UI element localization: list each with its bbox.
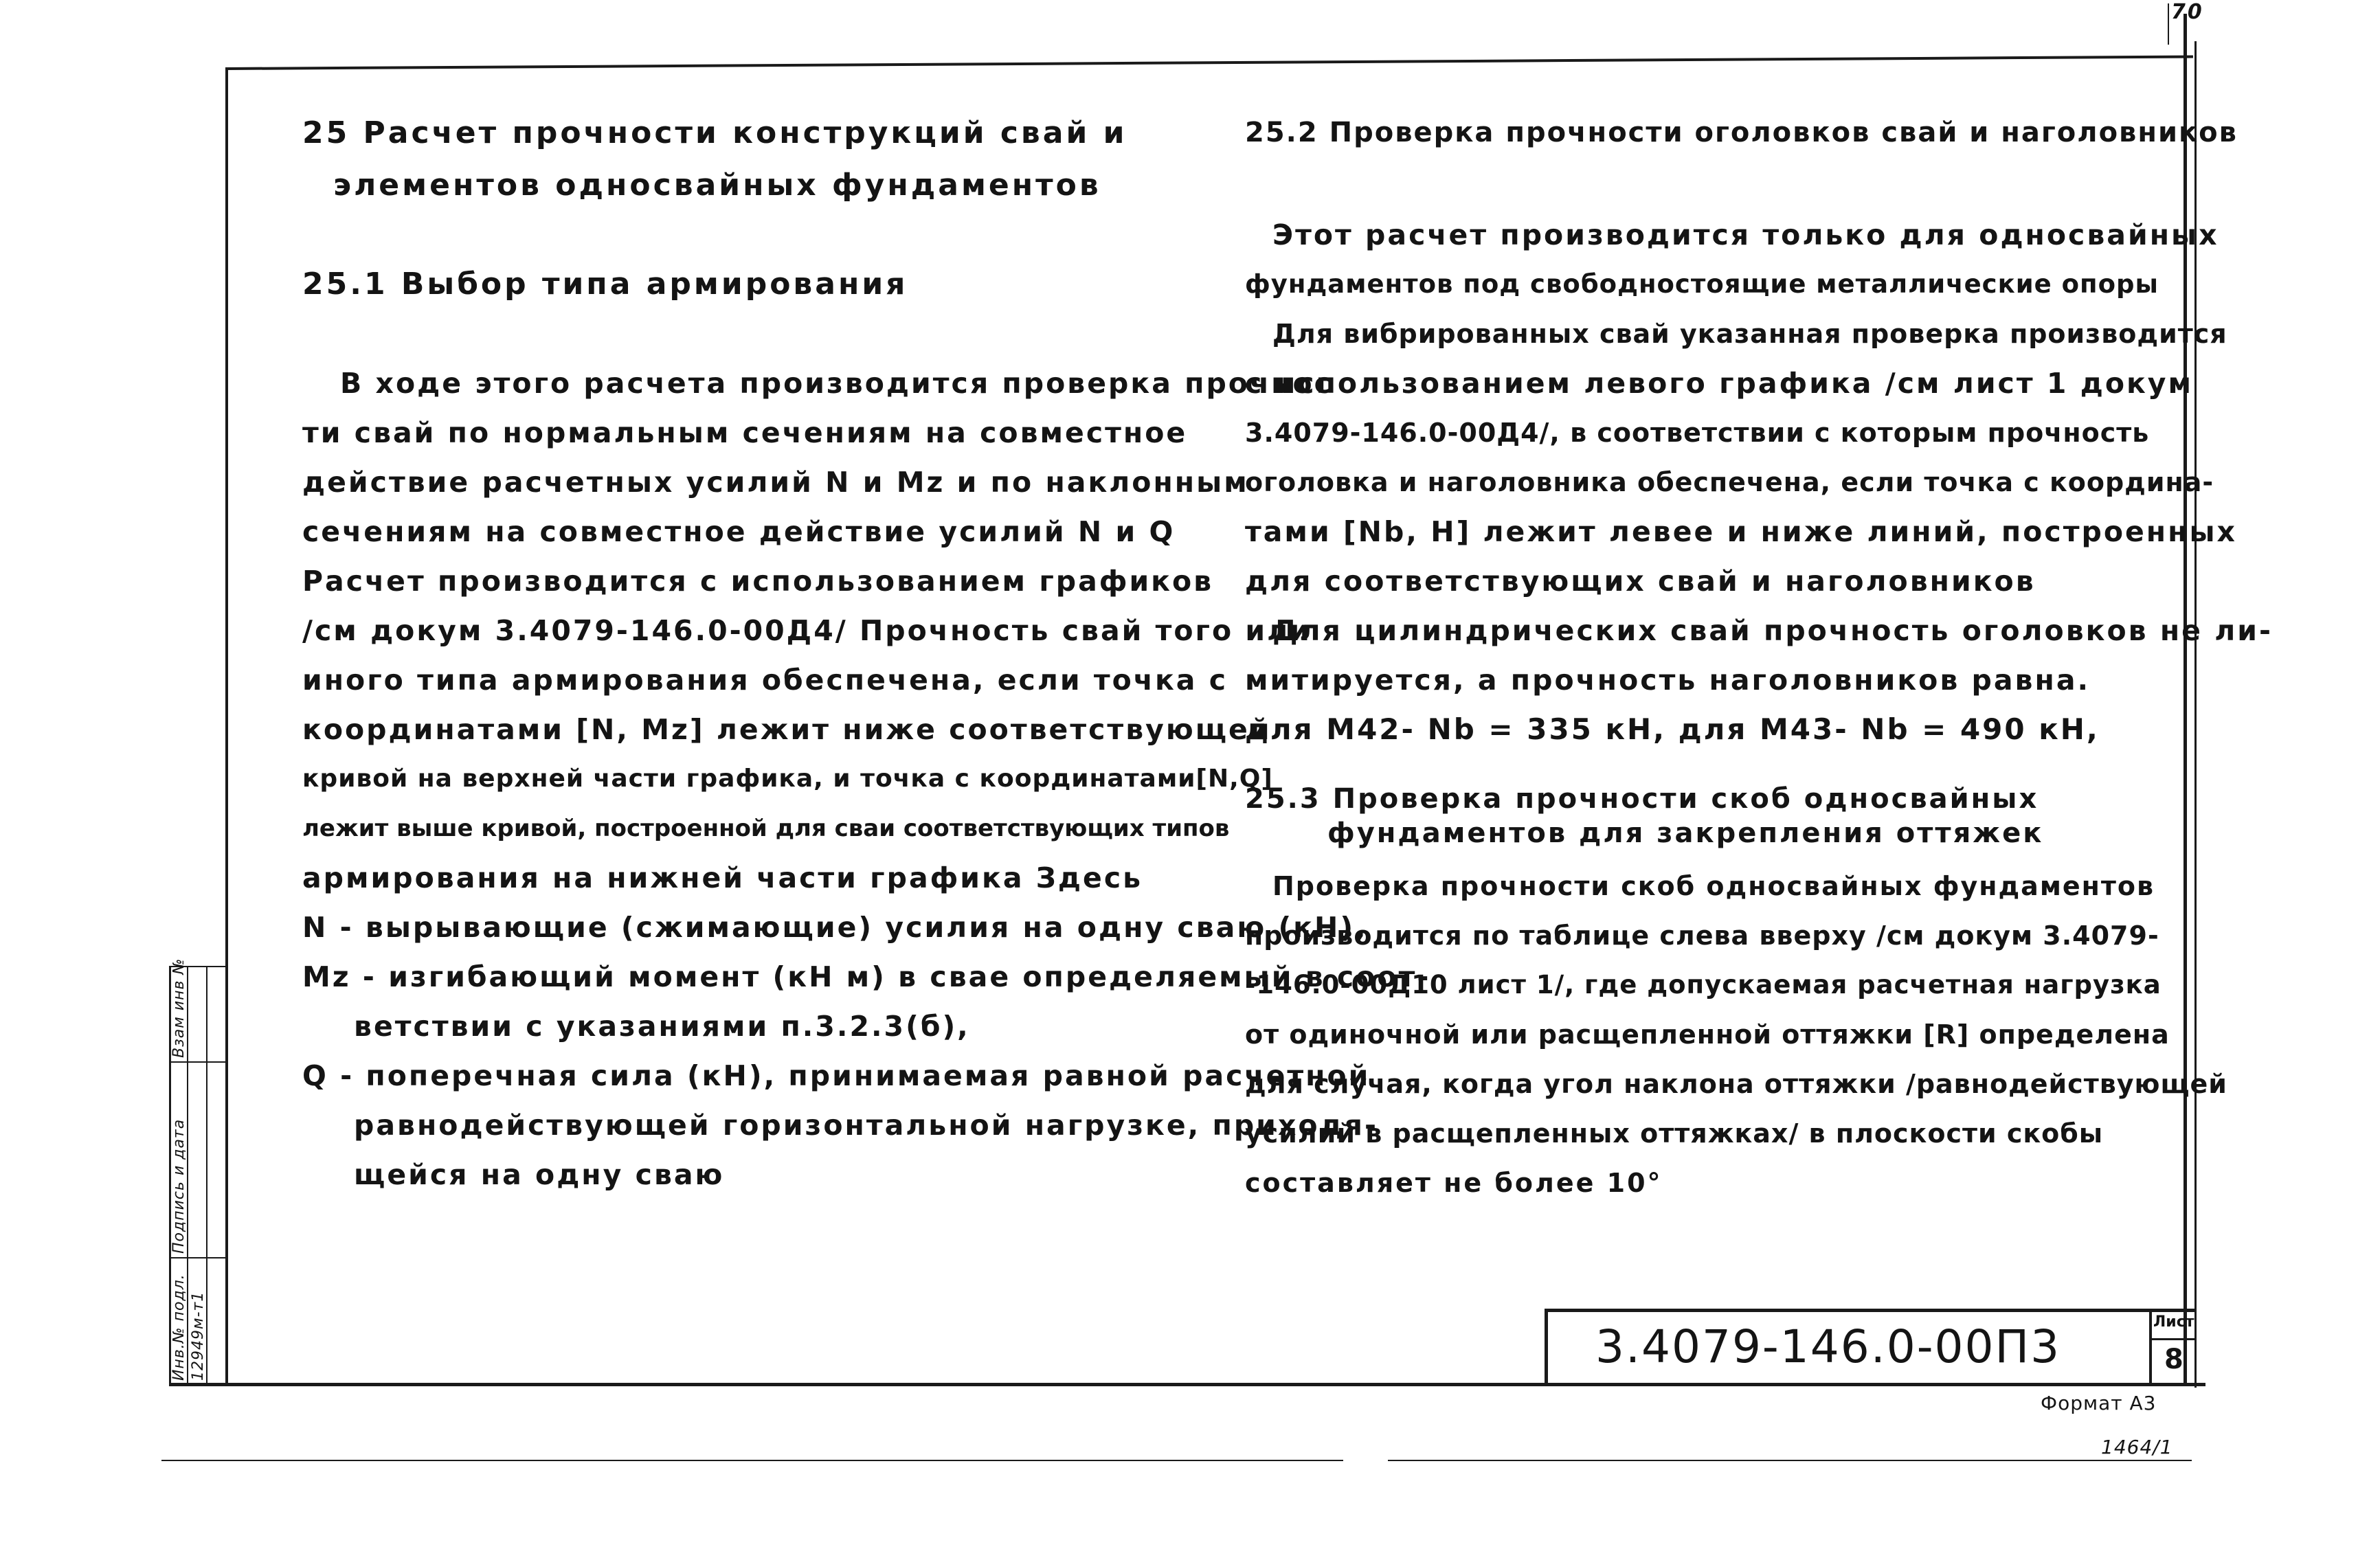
section-253-title: 25.3 Проверка прочности скоб односвайных [1245,783,2039,815]
frame-bottom-line [170,1383,2205,1386]
strip-label-sign: Подпись и дата [170,1118,188,1254]
right-para2-line: -146.0-00Д10 лист 1/, где допускаемая расчетная нагрузка [1245,970,2162,1000]
frame-left-line [225,67,228,1385]
right-para-line: для соответствующих свай и наголовников [1245,565,2036,598]
left-para-line: кривой на верхней части графика, и точка с координатами[N,Q] [302,765,1273,793]
def-q: Q - поперечная сила (кН), принимаемая равной расчетной [302,1059,1371,1092]
section-25-title: 25 Расчет прочности конструкций свай и [302,115,1127,150]
right-para2-line: усилий в расщепленных оттяжках/ в плоскости скобы [1245,1118,2104,1149]
bottom-line-right [1388,1460,2192,1461]
right-para-line: с использованием левого графика /см лист 1 докум [1245,367,2194,400]
right-para-line: 3.4079-146.0-00Д4/, в соответствии с которым прочность [1245,418,2150,448]
def-q-cont: щейся на одну сваю [354,1158,725,1191]
left-para-line: ти свай по нормальным сечениям на совместное [302,416,1188,449]
left-para-line: Расчет производится с использованием графиков [302,565,1214,598]
def-n: N - вырывающие (сжимающие) усилия на одну сваю (кН), [302,911,1368,944]
left-para-line: лежит выше кривой, построенной для сваи соответствующих типов [302,815,1230,842]
right-para2-line: от одиночной или расщепленной оттяжки [R] определена [1245,1019,2170,1050]
right-para-line: Для вибрированных свай указанная проверка производится [1272,319,2227,349]
strip-div-1 [169,1061,227,1063]
frame-top-line [227,56,2193,70]
left-para-line: иного типа армирования обеспечена, если точка с [302,664,1228,697]
stamp-sheet-divider [2149,1309,2152,1386]
right-para-line: митируется, а прочность наголовников равна. [1245,664,2091,697]
strip-label-replace: Взам инв № [170,958,188,1058]
sheet-label: Лист [2153,1313,2194,1331]
right-para-line: тами [Nb, H] лежит левее и ниже линий, построенных [1245,515,2237,548]
format-label: Формат А3 [2041,1392,2157,1414]
bottom-line-left [161,1460,1343,1461]
def-mz-cont: ветствии с указаниями п.3.2.3(б), [354,1010,970,1043]
right-para-line: фундаментов под свободностоящие металлические опоры [1245,269,2159,299]
left-para-line: /см докум 3.4079-146.0-00Д4/ Прочность свай того или [302,614,1312,647]
section-252-title: 25.2 Проверка прочности оголовков свай и наголовников [1245,117,2238,148]
sheet-number: 8 [2164,1344,2186,1375]
strip-label-inv: Инв.№ подл. [170,1274,188,1381]
corner-mark: 70 [2171,0,2204,24]
bottom-number: 1464/1 [2101,1436,2173,1458]
frame-right-line-3 [2168,3,2169,45]
left-para-line: сечениям на совместное действие усилий N и Q [302,515,1176,548]
left-para-line: армирования на нижней части графика Здесь [302,861,1143,894]
section-25-title-cont: элементов односвайных фундаментов [333,168,1101,203]
left-para-line: действие расчетных усилий N и Mz и по наклонным [302,466,1249,499]
section-251-title: 25.1 Выбор типа армирования [302,267,908,302]
right-para2-line: составляет не более 10° [1245,1168,1663,1198]
stamp-top-line [1545,1309,2196,1312]
right-para2-line: Проверка прочности скоб односвайных фундаментов [1272,871,2155,901]
right-paragraph-1 [1245,210,2273,754]
right-para-line: для М42- Nb = 335 кН, для М43- Nb = 490 кН, [1245,712,2100,746]
right-para-line: оголовка и наголовника обеспечена, если точка с координа- [1245,467,2214,497]
stamp-left-line [1545,1309,1548,1386]
right-para-line: Этот расчет производится только для односвайных [1272,218,2219,251]
right-paragraph-2 [1245,861,2227,1208]
strip-div-2 [169,1257,227,1258]
right-para2-line: для случая, когда угол наклона оттяжки /равнодействующей [1245,1069,2227,1099]
right-para-line: Для цилиндрических свай прочность оголовков не ли- [1272,614,2274,647]
stamp-sheet-hline [2149,1338,2196,1340]
def-mz: Mz - изгибающий момент (кН м) в сваe определяемый в соот- [302,960,1431,993]
def-q-cont: равнодействующей горизонтальной нагрузке, приходя- [354,1109,1378,1142]
right-para2-line: производится по таблице слева вверху /см докум 3.4079- [1245,921,2159,951]
strip-value: 12949м-т1 [190,1291,207,1381]
section-253-title-cont: фундаментов для закрепления оттяжек [1327,817,2044,849]
left-para-line: координатами [N, Mz] лежит ниже соответствующей [302,713,1272,746]
document-code: 3.4079-146.0-00П3 [1595,1320,2061,1373]
left-para-line: В ходе этого расчета производится проверка прочнос [340,367,1333,400]
